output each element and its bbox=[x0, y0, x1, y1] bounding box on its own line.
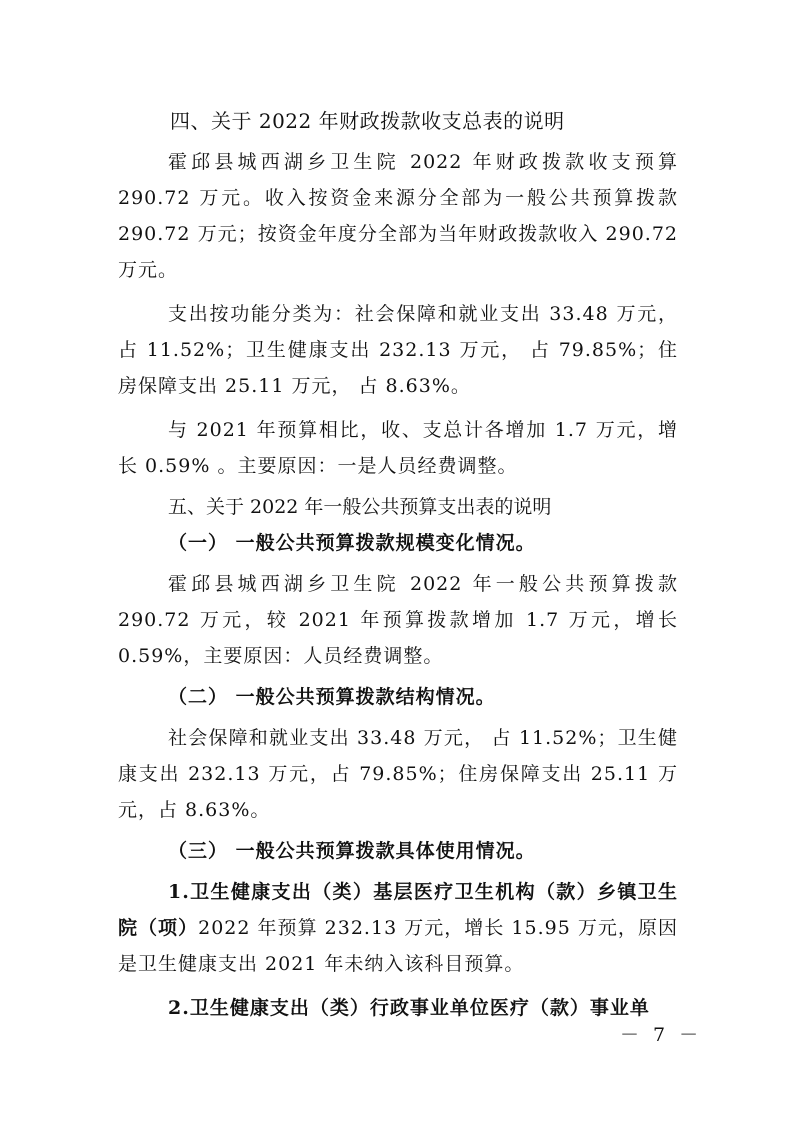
subsection-3-title: （三） 一般公共预算拨款具体使用情况。 bbox=[168, 840, 536, 862]
usage-item-1-detail: 2022 年预算 232.13 万元，增长 15.95 万元，原因是卫生健康支出 2021 年未纳入该科目预算。 bbox=[118, 917, 678, 975]
subsection-1-paragraph: 霍邱县城西湖乡卫生院 2022 年一般公共预算拨款 290.72 万元，较 2021 年预算拨款增加 1.7 万元，增长 0.59%，主要原因：人员经费调整。 bbox=[118, 573, 678, 667]
page-number: － 7 － bbox=[620, 1024, 703, 1046]
subsection-2-title: （二） 一般公共预算拨款结构情况。 bbox=[168, 686, 496, 708]
usage-item-1 bbox=[118, 874, 678, 982]
section-4-paragraph-1: 霍邱县城西湖乡卫生院 2022 年财政拨款收支预算 290.72 万元。收入按资金来源分全部为一般公共预算拨款 290.72 万元；按资金年度分全部为当年财政拨款收入 290.72 万元。 bbox=[118, 151, 678, 281]
section-4-paragraph-3: 与 2021 年预算相比，收、支总计各增加 1.7 万元，增长 0.59% 。主要原因：一是人员经费调整。 bbox=[118, 419, 678, 477]
document-body bbox=[118, 106, 678, 1034]
usage-item-2-category: 2.卫生健康支出（类）行政事业单位医疗（款）事业单 bbox=[168, 997, 650, 1019]
section-5-title: 五、关于 2022 年一般公共预算支出表的说明 bbox=[168, 496, 552, 518]
subsection-2-paragraph: 社会保障和就业支出 33.48 万元， 占 11.52%；卫生健康支出 232.13 万元，占 79.85%；住房保障支出 25.11 万元，占 8.63%。 bbox=[118, 727, 678, 821]
section-4-paragraph-2: 支出按功能分类为：社会保障和就业支出 33.48 万元，占 11.52%；卫生健康支出 232.13 万元， 占 79.85%；住房保障支出 25.11 万元， 占 8.63%。 bbox=[118, 303, 678, 397]
usage-item-1-category: 1.卫生健康支出（类）基层医疗卫生机构（款）乡镇卫生院（项） bbox=[118, 881, 678, 939]
subsection-1-title: （一） 一般公共预算拨款规模变化情况。 bbox=[168, 532, 536, 554]
usage-item-2 bbox=[118, 990, 678, 1026]
section-4-title: 四、关于 2022 年财政拨款收支总表的说明 bbox=[170, 109, 565, 133]
